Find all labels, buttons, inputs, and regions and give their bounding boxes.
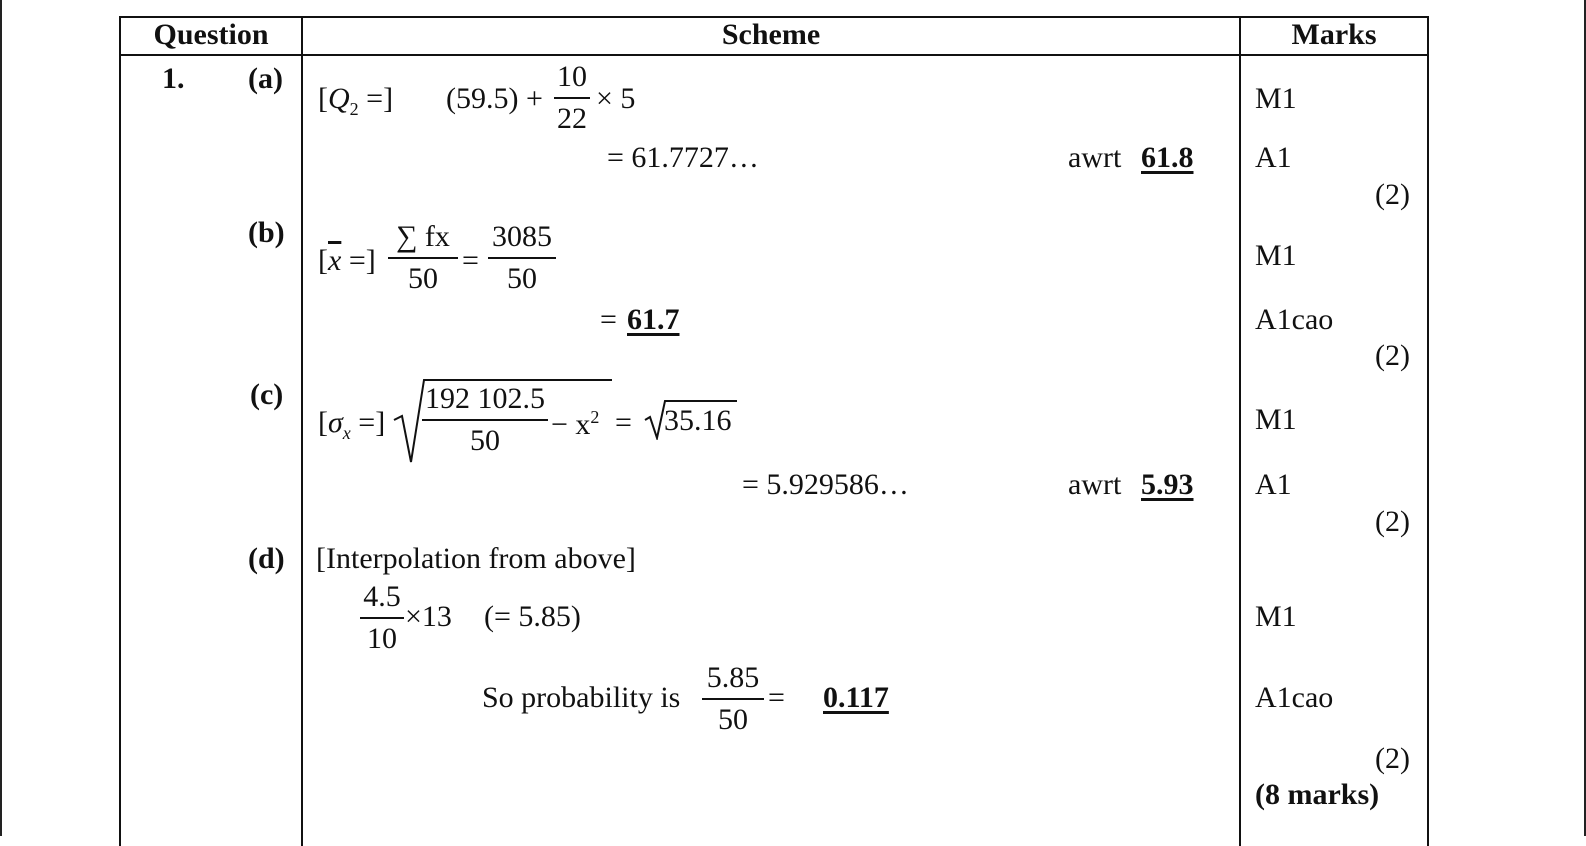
part-d-frac-bar: [360, 617, 404, 619]
grand-total: (8 marks): [1255, 778, 1380, 811]
part-d-frac-numerator: 4.5: [363, 580, 401, 613]
part-c-root-value: 35.16: [664, 404, 732, 437]
part-b-label: (b): [248, 216, 285, 249]
part-c-awrt-value: 5.93: [1141, 468, 1194, 501]
part-c-result: = 5.929586…: [742, 468, 909, 501]
part-b-bracket-close: =]: [341, 244, 376, 277]
part-d-label: (d): [248, 542, 285, 575]
part-a-result: = 61.7727…: [607, 141, 759, 174]
part-b-result: 61.7: [627, 303, 680, 336]
part-c-square: 2: [590, 407, 600, 427]
part-a-total: (2): [1375, 178, 1410, 211]
part-d-so-probability: So probability is: [482, 681, 681, 714]
part-a-mark-accuracy: A1: [1255, 141, 1292, 174]
part-b-total: (2): [1375, 339, 1410, 372]
header-question: Question: [153, 18, 269, 51]
part-c-sigma-lhs: [318, 408, 385, 442]
part-d-frac-denominator: 10: [367, 621, 397, 655]
part-b-xbar-lhs: [318, 246, 376, 276]
column-divider-question: [301, 16, 303, 846]
part-d-prob-denominator: 50: [718, 702, 748, 736]
part-d-mark-accuracy: A1cao: [1255, 681, 1334, 714]
part-a-fraction: [554, 62, 590, 134]
part-c-mark-accuracy: A1: [1255, 468, 1292, 501]
part-a-awrt-label: awrt: [1068, 141, 1122, 174]
part-c-frac-denominator: 50: [470, 423, 500, 457]
part-d-prob-numerator: 5.85: [706, 661, 760, 694]
part-d-intro: [Interpolation from above]: [316, 542, 636, 575]
part-c-sigma-symbol: σ: [328, 406, 343, 439]
part-c-label: (c): [250, 378, 284, 411]
part-c-equals-root: =: [615, 406, 632, 439]
mark-scheme-table: [119, 16, 1429, 846]
part-b-bracket-open: [: [318, 244, 328, 277]
part-d-fraction: [360, 582, 404, 654]
part-c-total: (2): [1375, 505, 1410, 538]
part-c-fraction: [422, 384, 548, 456]
part-a-frac-bar: [554, 97, 590, 99]
part-a-label: (a): [248, 62, 283, 95]
part-a-q-symbol: Q: [328, 82, 350, 115]
part-b-equals: =: [462, 244, 479, 277]
part-c-minus-xbar: [551, 408, 599, 440]
part-b-sum-fraction: [388, 222, 458, 294]
part-a-q2-lhs: [318, 84, 393, 118]
part-b-value-denominator: 50: [507, 261, 537, 295]
part-b-sum-numerator: ∑ fx: [396, 220, 450, 253]
part-b-value-bar: [488, 257, 556, 259]
part-c-frac-bar: [422, 419, 548, 421]
part-b-value-fraction: [488, 222, 556, 294]
part-b-sum-bar: [388, 257, 458, 259]
part-c-sigma-subscript: x: [342, 423, 351, 443]
part-c-minus-xbar-text: − x: [551, 408, 591, 441]
header-divider: [119, 54, 1429, 56]
part-a-frac-denominator: 22: [557, 101, 587, 135]
part-a-mark-method: M1: [1255, 82, 1297, 115]
header-scheme: Scheme: [721, 18, 821, 51]
part-d-answer: 0.117: [823, 681, 889, 714]
part-d-prob-bar: [702, 698, 764, 700]
part-c-awrt-label: awrt: [1068, 468, 1122, 501]
page-edge-left: [0, 0, 2, 836]
part-c-bracket-open: [: [318, 406, 328, 439]
part-a-times: × 5: [596, 82, 636, 115]
part-c-frac-numerator: 192 102.5: [425, 382, 545, 415]
part-a-bracket-open: [: [318, 82, 328, 115]
part-d-equals: =: [768, 681, 785, 714]
part-b-xbar-symbol: $\overline{x}$: [328, 244, 342, 277]
part-d-paren: (= 5.85): [484, 600, 581, 633]
part-b-result-prefix: =: [600, 303, 617, 336]
column-divider-marks: [1239, 16, 1241, 846]
part-a-q-subscript: 2: [349, 99, 359, 119]
part-d-prob-fraction: [702, 663, 764, 735]
part-c-bracket-close: =]: [350, 406, 386, 439]
part-b-value-numerator: 3085: [492, 220, 552, 253]
part-a-bracket-close: =]: [358, 82, 394, 115]
part-d-total: (2): [1375, 742, 1410, 775]
part-c-mark-method: M1: [1255, 403, 1297, 436]
part-d-mark-method: M1: [1255, 600, 1297, 633]
question-number: 1.: [162, 62, 185, 95]
part-b-mark-accuracy: A1cao: [1255, 303, 1334, 336]
part-b-sum-denominator: 50: [408, 261, 438, 295]
part-d-times: ×13: [405, 600, 452, 633]
part-b-mark-method: M1: [1255, 239, 1297, 272]
part-a-awrt-value: 61.8: [1141, 141, 1194, 174]
part-a-frac-numerator: 10: [557, 60, 587, 93]
part-a-base-term: (59.5) +: [446, 82, 543, 115]
header-marks: Marks: [1291, 18, 1377, 51]
